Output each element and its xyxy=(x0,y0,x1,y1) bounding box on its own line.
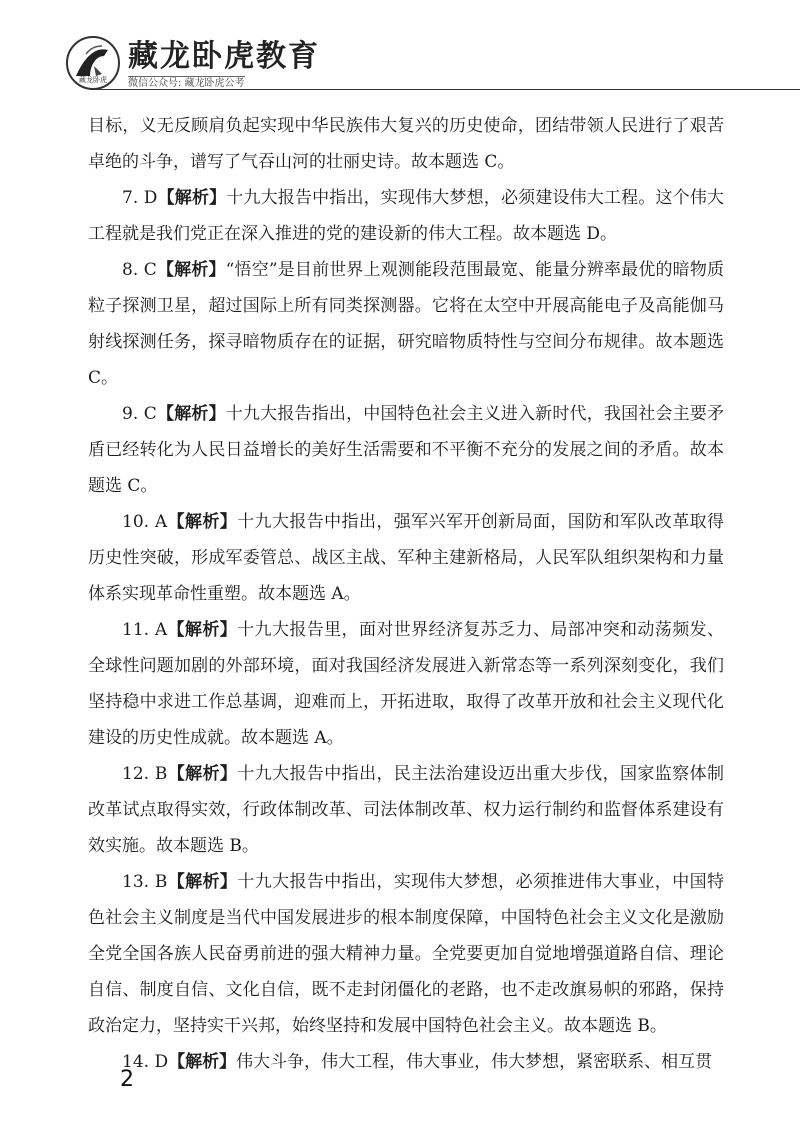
analysis-tag: 【解析】 xyxy=(167,512,238,532)
answer-item xyxy=(88,504,724,612)
answer-explanations xyxy=(88,108,724,1080)
answer-number: 11. A xyxy=(122,620,168,640)
logo-caption: 藏龙卧虎 xyxy=(79,76,107,84)
analysis-tag: 【解析】 xyxy=(167,872,238,892)
answer-number: 12. B xyxy=(122,764,168,784)
answer-item xyxy=(88,396,724,504)
paragraph-text: 伟大斗争，伟大工程，伟大事业，伟大梦想，紧密联系、相互贯 xyxy=(236,1052,713,1072)
page-header xyxy=(0,0,800,92)
paragraph-text: “悟空”是目前世界上观测能段范围最宽、能量分辨率最优的暗物质粒子探测卫星，超过国际上所有同类探测器。它将在太空中开展高能电子及高能伽马射线探测任务，探寻暗物质存在的证据，研究暗物质特性与空间分布规律。故本题选 C。 xyxy=(88,260,724,388)
answer-item xyxy=(88,180,724,252)
analysis-tag: 【解析】 xyxy=(168,1052,237,1072)
answer-number: 10. A xyxy=(122,512,168,532)
brand-subtitle: 微信公众号: 藏龙卧虎公考 xyxy=(128,78,245,89)
paragraph-text: 十九大报告中指出，强军兴军开创新局面，国防和军队改革取得历史性突破，形成军委管总、战区主战、军种主建新格局，人民军队组织架构和力量体系实现革命性重塑。故本题选 A。 xyxy=(88,512,725,604)
answer-number: 7. D xyxy=(122,188,158,208)
analysis-tag: 【解析】 xyxy=(167,764,238,784)
answer-item xyxy=(88,612,724,756)
analysis-tag: 【解析】 xyxy=(167,620,238,640)
paragraph-text: 十九大报告中指出，民主法治建设迈出重大步伐，国家监察体制改革试点取得实效，行政体制改革、司法体制改革、权力运行制约和监督体系建设有效实施。故本题选 B。 xyxy=(88,764,724,856)
answer-item xyxy=(88,756,724,864)
paragraph-text: 十九大报告中指出，实现伟大梦想，必须建设伟大工程。这个伟大工程就是我们党正在深入推进的党的建设新的伟大工程。故本题选 D。 xyxy=(88,188,725,244)
paragraph-text: 十九大报告中指出，实现伟大梦想，必须推进伟大事业，中国特色社会主义制度是当代中国发展进步的根本制度保障，中国特色社会主义文化是激励全党全国各族人民奋勇前进的强大精神力量。全党要更加自觉地增强道路自信、理论自信、制度自信、文化自信，既不走封闭僵化的老路，也不走改旗易帜的邪路，保持政治定力，坚持实干兴邦，始终坚持和发展中国特色社会主义。故本题选 B。 xyxy=(88,872,724,1036)
paragraph-text: 十九大报告指出，中国特色社会主义进入新时代，我国社会主要矛盾已经转化为人民日益增长的美好生活需要和不平衡不充分的发展之间的矛盾。故本题选 C。 xyxy=(88,404,725,496)
answer-number: 13. B xyxy=(122,872,168,892)
answer-number: 8. C xyxy=(122,260,157,280)
answer-number: 9. C xyxy=(122,404,157,424)
brand-name: 藏龙卧虎教育 xyxy=(128,39,320,74)
brand-logo xyxy=(66,36,120,90)
answer-item xyxy=(88,252,724,396)
analysis-tag: 【解析】 xyxy=(156,404,226,424)
analysis-tag: 【解析】 xyxy=(156,260,226,280)
answer-item xyxy=(88,1044,724,1080)
page-number: 2 xyxy=(120,1067,134,1092)
analysis-tag: 【解析】 xyxy=(157,188,227,208)
paragraph-continued xyxy=(88,108,724,180)
paragraph-text: 十九大报告里，面对世界经济复苏乏力、局部冲突和动荡频发、全球性问题加剧的外部环境，面对我国经济发展进入新常态等一系列深刻变化，我们坚持稳中求进工作总基调，迎难而上，开拓进取，取得了改革开放和社会主义现代化建设的历史性成就。故本题选 A。 xyxy=(88,620,725,748)
header-divider xyxy=(90,89,800,90)
paragraph-text: 目标，义无反顾肩负起实现中华民族伟大复兴的历史使命，团结带领人民进行了艰苦卓绝的斗争，谱写了气吞山河的壮丽史诗。故本题选 C。 xyxy=(88,116,724,172)
answer-number: 14. D xyxy=(122,1052,169,1072)
answer-item xyxy=(88,864,724,1044)
